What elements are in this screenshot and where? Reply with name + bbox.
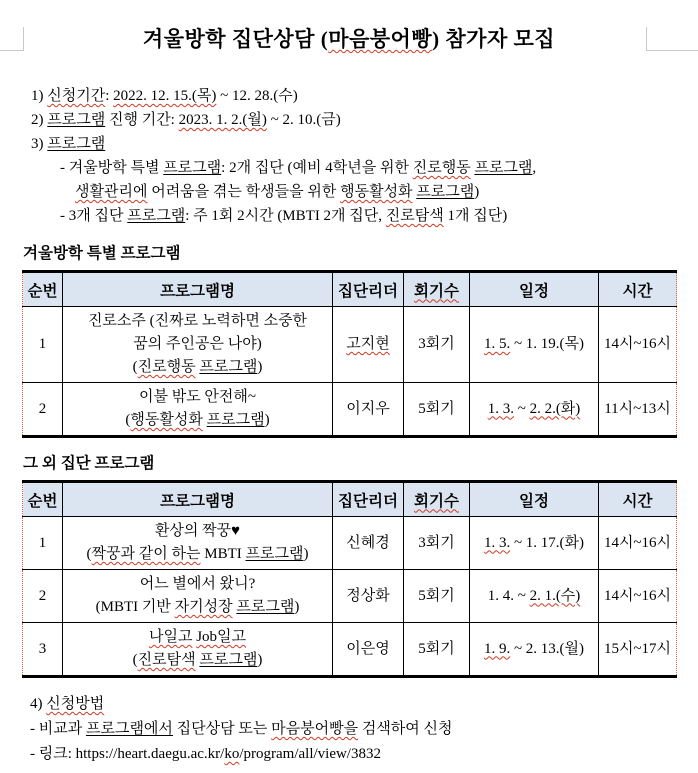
text-segment: 프로그램 [163, 160, 222, 176]
text-segment: 꿈의 주인공은 나야) [133, 336, 262, 352]
text-segment: 검색하여 신청 [358, 721, 453, 737]
sessions-cell: 5회기 [404, 570, 470, 623]
text-segment: 마음붕어빵을 [271, 721, 359, 737]
text-segment: 1. 5. [483, 336, 511, 352]
sessions-cell: 5회기 [404, 383, 470, 437]
program-name-line [65, 310, 330, 333]
text-segment: ) [257, 359, 263, 375]
text-segment: 집단리더 [338, 492, 398, 510]
text-segment: 진로행동 [137, 359, 196, 375]
column-header [63, 482, 333, 517]
text-segment: 3) [31, 136, 48, 152]
leader-cell [333, 517, 404, 570]
table-row [23, 623, 677, 677]
text-segment: ) [474, 184, 480, 200]
column-header [333, 482, 404, 517]
text-segment: 시간 [622, 282, 653, 300]
row-number-cell: 2 [23, 570, 63, 623]
time-cell: 14시~16시 [599, 517, 677, 570]
intro-line [31, 84, 698, 108]
text-segment: 진로탐색 [137, 652, 196, 668]
text-segment: ko [224, 746, 240, 762]
other-programs-table [22, 480, 677, 678]
text-segment: ( [132, 359, 138, 375]
text-segment: 회기수 [414, 492, 459, 510]
text-segment: : 주 1회 2시간 (MBTI 2개 집단, [185, 208, 386, 224]
header-row [23, 272, 677, 307]
program-name-line [65, 596, 330, 619]
text-segment: 프로그램 [199, 359, 258, 375]
page-margin-mark-topright [646, 27, 698, 51]
text-segment: : [105, 88, 114, 104]
program-name-line [65, 333, 330, 356]
text-segment: ~ 1. 17.(화) [510, 534, 585, 551]
text-segment: ) [294, 599, 300, 615]
schedule-cell [470, 623, 599, 677]
text-segment: 회기수 [414, 282, 459, 300]
text-segment: 신청기간 [47, 88, 106, 104]
text-segment: 1. 3. [487, 400, 514, 417]
leader-cell [333, 383, 404, 437]
program-name-cell [63, 383, 333, 437]
time-cell: 14시~16시 [599, 307, 677, 383]
text-segment: 정상화 [346, 587, 390, 604]
program-name-cell [63, 307, 333, 383]
footer-line [30, 717, 698, 742]
text-segment: 1) [31, 88, 48, 104]
footer-line [30, 692, 698, 717]
text-segment: - 비교과 [30, 721, 86, 737]
text-segment: 나일고 [148, 629, 193, 645]
schedule-cell [470, 307, 599, 383]
text-segment: 프로그램 [47, 112, 106, 128]
table-row [23, 517, 677, 570]
text-segment: ) [264, 412, 270, 428]
text-segment: 진행 기간: [105, 112, 179, 128]
intro-line [31, 108, 698, 132]
text-segment: 짝꿍과 같이 하는 [91, 546, 201, 562]
text-segment: 프로그램 [127, 208, 186, 224]
text-segment: 순번 [27, 492, 58, 510]
text-segment: 집단상담 또는 [172, 721, 272, 737]
text-segment: ~ 2. 10.(금) [266, 112, 341, 128]
link-line [30, 742, 698, 767]
column-header [23, 482, 63, 517]
text-segment: 고지현 [346, 336, 390, 352]
text-segment: 시간 [622, 492, 653, 510]
text-segment: ~ 12. 28.(수) [216, 88, 298, 104]
text-segment: 자기성장 [174, 599, 233, 615]
text-segment: 이지우 [346, 400, 390, 417]
program-name-line [65, 520, 330, 543]
time-cell: 14시~16시 [599, 570, 677, 623]
text-segment: 4) [30, 696, 47, 712]
table-row [23, 307, 677, 383]
text-segment: 2. 1.(수) [529, 587, 581, 604]
column-header [333, 272, 404, 307]
text-segment: 신청방법 [46, 696, 105, 712]
text-segment: 프로그램 [474, 160, 533, 176]
text-segment: 2) [31, 112, 48, 128]
text-segment: 마음붕어빵 [328, 27, 433, 51]
row-number-cell: 3 [23, 623, 63, 677]
leader-cell [333, 623, 404, 677]
table-row [23, 383, 677, 437]
text-segment: MBTI [200, 546, 246, 562]
schedule-cell [470, 570, 599, 623]
text-segment: 이은영 [346, 640, 390, 657]
text-segment: 프로그램 [206, 412, 265, 428]
text-segment: - 3개 집단 [60, 208, 128, 224]
program-name-cell [63, 623, 333, 677]
sessions-cell: 5회기 [404, 623, 470, 677]
text-segment: 프로그램 [236, 599, 295, 615]
text-segment: 집단리더 [338, 282, 398, 300]
intro-list [31, 84, 698, 228]
text-segment: 2023. 1. 2.(월) [178, 112, 267, 128]
text-segment: 어려움을 겪는 학생들을 위한 [147, 184, 341, 200]
text-segment: ( [86, 546, 92, 562]
text-segment: 1. 9. [483, 640, 511, 657]
text-segment: 프로그램명 [160, 282, 235, 300]
column-header [470, 272, 599, 307]
program-name-cell [63, 517, 333, 570]
time-cell: 11시~13시 [599, 383, 677, 437]
document-page [0, 24, 698, 773]
text-segment: 순번 [27, 282, 58, 300]
schedule-cell [470, 517, 599, 570]
program-name-line [65, 409, 330, 432]
text-segment: 진로소주 (진짜로 노력하면 소중한 [87, 313, 308, 329]
text-segment: 이불 밖도 안전해~ [138, 389, 257, 405]
text-segment: 2. 2.(화) [529, 400, 581, 417]
intro-line [31, 156, 698, 180]
text-segment: 신혜경 [346, 534, 390, 551]
text-segment: 2022. 12. 15.(목) [113, 88, 217, 104]
text-segment: 프로그램 [199, 652, 258, 668]
text-segment: ) [303, 546, 309, 562]
leader-cell [333, 570, 404, 623]
intro-line [31, 180, 698, 204]
text-segment: 행동활성화 [130, 412, 203, 428]
time-cell: 15시~17시 [599, 623, 677, 677]
text-segment: 일정 [519, 492, 549, 510]
text-segment: - 링크: https://heart.daegu.ac.kr/ [30, 746, 225, 762]
document-title [0, 24, 698, 54]
text-segment: ~ [513, 400, 530, 417]
program-name-line [65, 543, 330, 566]
sessions-cell: 3회기 [404, 517, 470, 570]
column-header [404, 272, 470, 307]
row-number-cell: 1 [23, 517, 63, 570]
text-segment: 어느 별에서 왔니? [139, 576, 256, 592]
text-segment: 프로그램 [47, 136, 106, 152]
program-name-line [65, 649, 330, 672]
column-header [599, 482, 677, 517]
schedule-cell [470, 383, 599, 437]
text-segment: 행동활성화 [340, 184, 413, 200]
text-segment: 환상의 짝꿍♥ [154, 523, 241, 539]
column-header [404, 482, 470, 517]
column-header [23, 272, 63, 307]
text-segment: ) 참가자 모집 [432, 27, 556, 51]
text-segment: ) [257, 652, 263, 668]
text-segment: - 겨울방학 특별 [60, 160, 164, 176]
text-segment: (MBTI 기반 [95, 599, 175, 615]
row-number-cell: 2 [23, 383, 63, 437]
text-segment: 생활관리에 [75, 184, 148, 200]
program-name-line [65, 626, 330, 649]
program-name-cell [63, 570, 333, 623]
text-segment: Job일고 [196, 629, 247, 645]
header-row [23, 482, 677, 517]
text-segment: , [532, 160, 537, 176]
column-header [470, 482, 599, 517]
text-segment: 진로행동 [412, 160, 471, 176]
text-segment: 1. 4. ~ [487, 587, 530, 604]
special-programs-heading: 겨울방학 특별 프로그램 [23, 245, 181, 262]
text-segment: 프로그램명 [160, 492, 235, 510]
column-header [599, 272, 677, 307]
text-segment: 1개 집단) [443, 208, 508, 224]
sessions-cell: 3회기 [404, 307, 470, 383]
text-segment: 프로그램 [416, 184, 475, 200]
text-segment: 일정 [519, 282, 549, 300]
text-segment: /program/all/view/3832 [239, 746, 381, 762]
text-segment: ( [132, 652, 138, 668]
table-row [23, 570, 677, 623]
program-name-line [65, 386, 330, 409]
program-name-line [65, 356, 330, 379]
row-number-cell: 1 [23, 307, 63, 383]
application-method-section [30, 692, 698, 767]
other-programs-heading: 그 외 집단 프로그램 [23, 455, 155, 472]
text-segment: : 2개 집단 (예비 4학년을 위한 [221, 160, 413, 176]
page-margin-mark-topleft [0, 27, 24, 51]
text-segment: ~ 2. 13.(월) [510, 640, 585, 657]
column-header [63, 272, 333, 307]
intro-line [31, 132, 698, 156]
text-segment: 겨울방학 집단상담 ( [142, 27, 329, 51]
text-segment: 프로그램 [245, 546, 304, 562]
text-segment: ~ 1. 19.(목) [510, 336, 585, 352]
program-name-line [65, 573, 330, 596]
text-segment: 1. 3. [483, 534, 511, 551]
text-segment: ( [125, 412, 131, 428]
intro-line [31, 204, 698, 228]
special-programs-table [22, 270, 677, 438]
leader-cell [333, 307, 404, 383]
text-segment: 프로그램에서 [85, 721, 173, 737]
text-segment: 진로탐색 [385, 208, 444, 224]
